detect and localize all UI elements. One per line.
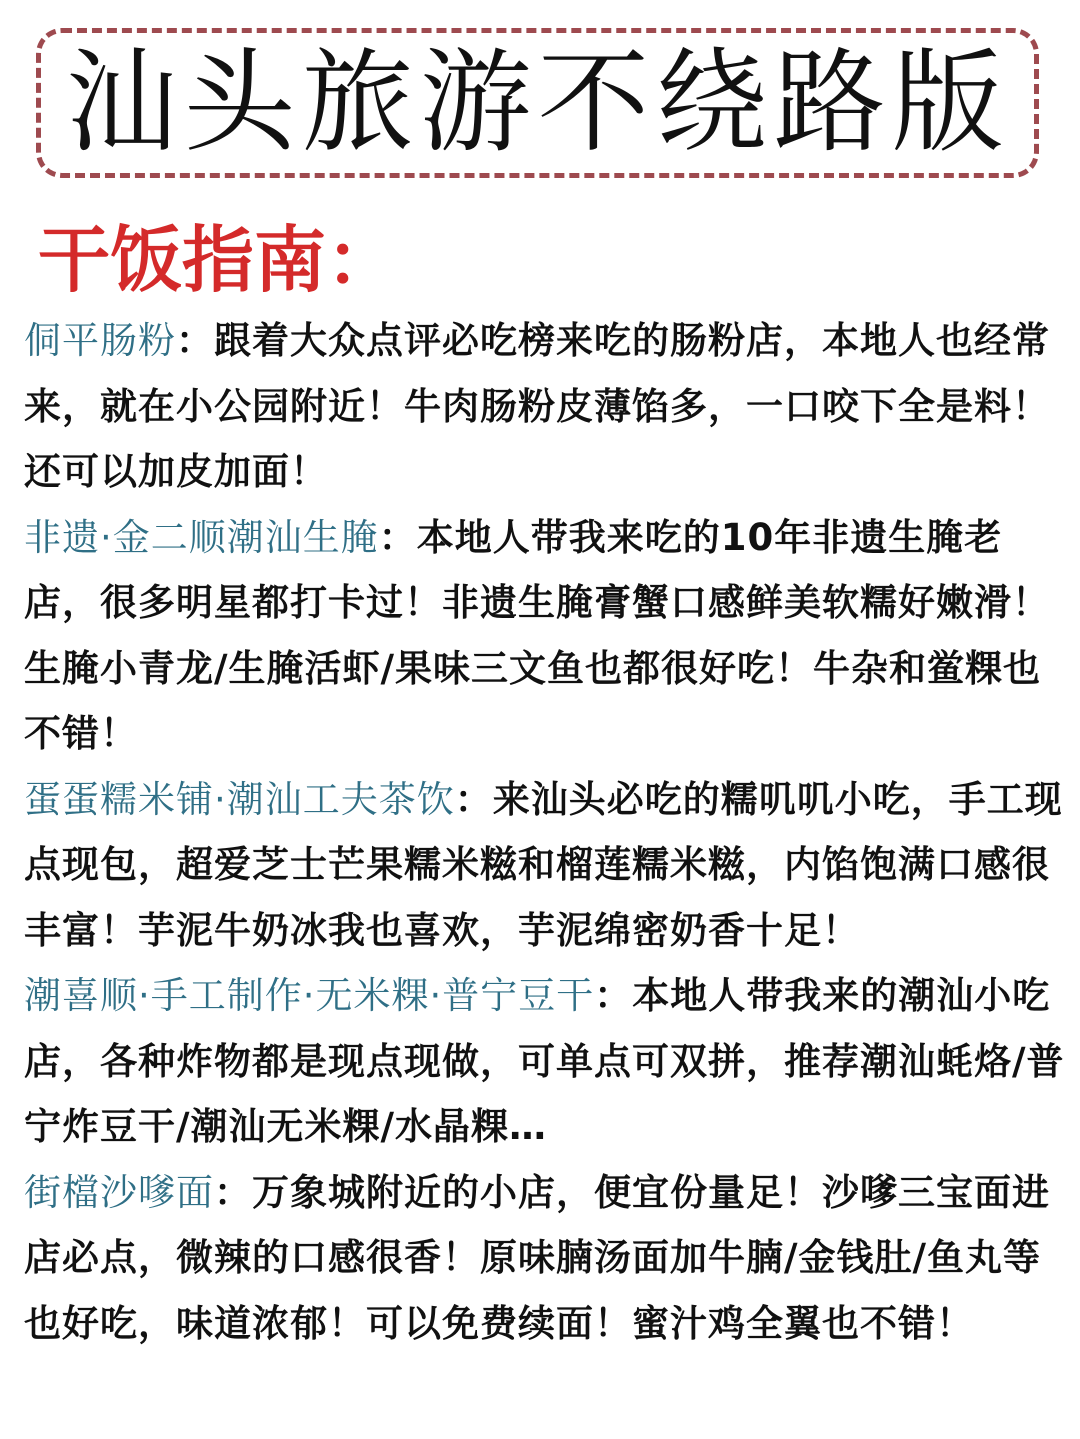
food-guide-list [24, 308, 1070, 1356]
restaurant-name: 非遗·金二顺潮汕生腌 [24, 515, 379, 559]
section-heading: 干饭指南： [38, 218, 399, 302]
list-item [24, 1160, 1070, 1357]
list-item [24, 308, 1070, 505]
page-title: 汕头旅游不绕路版 [65, 38, 1010, 168]
restaurant-description: 来汕头必吃的糯叽叽小吃，手工现点现包，超爱芝士芒果糯米糍和榴莲糯米糍，内馅饱满口感很丰富！芋泥牛奶冰我也喜欢，芋泥绵密奶香十足！ [24, 777, 1063, 952]
list-item [24, 767, 1070, 964]
name-separator: ： [176, 319, 214, 362]
list-item [24, 505, 1070, 767]
restaurant-description: 本地人带我来吃的10年非遗生腌老店，很多明星都打卡过！非遗生腌膏蟹口感鲜美软糯好嫩滑！生腌小青龙/生腌活虾/果味三文鱼也都很好吃！牛杂和鲎粿也不错！ [24, 515, 1050, 755]
restaurant-name: 街檔沙嗲面 [24, 1170, 214, 1214]
restaurant-description: 跟着大众点评必吃榜来吃的肠粉店，本地人也经常来，就在小公园附近！牛肉肠粉皮薄馅多，一口咬下全是料！还可以加皮加面！ [24, 319, 1050, 493]
list-item [24, 963, 1070, 1160]
name-separator: ： [454, 777, 493, 821]
restaurant-name: 侗平肠粉 [24, 319, 176, 362]
name-separator: ： [594, 974, 633, 1017]
title-box [36, 28, 1039, 178]
name-separator: ： [378, 515, 417, 559]
restaurant-name: 潮喜顺·手工制作·无米粿·普宁豆干 [24, 974, 595, 1017]
name-separator: ： [214, 1170, 252, 1214]
restaurant-description: 万象城附近的小店，便宜份量足！沙嗲三宝面进店必点，微辣的口感很香！原味腩汤面加牛腩/金钱肚/鱼丸等也好吃，味道浓郁！可以免费续面！蜜汁鸡全翼也不错！ [24, 1170, 1050, 1345]
restaurant-description: 本地人带我来的潮汕小吃店，各种炸物都是现点现做，可单点可双拼，推荐潮汕蚝烙/普宁炸豆干/潮汕无米粿/水晶粿… [24, 974, 1065, 1148]
restaurant-name: 蛋蛋糯米铺·潮汕工夫茶饮 [24, 777, 455, 821]
